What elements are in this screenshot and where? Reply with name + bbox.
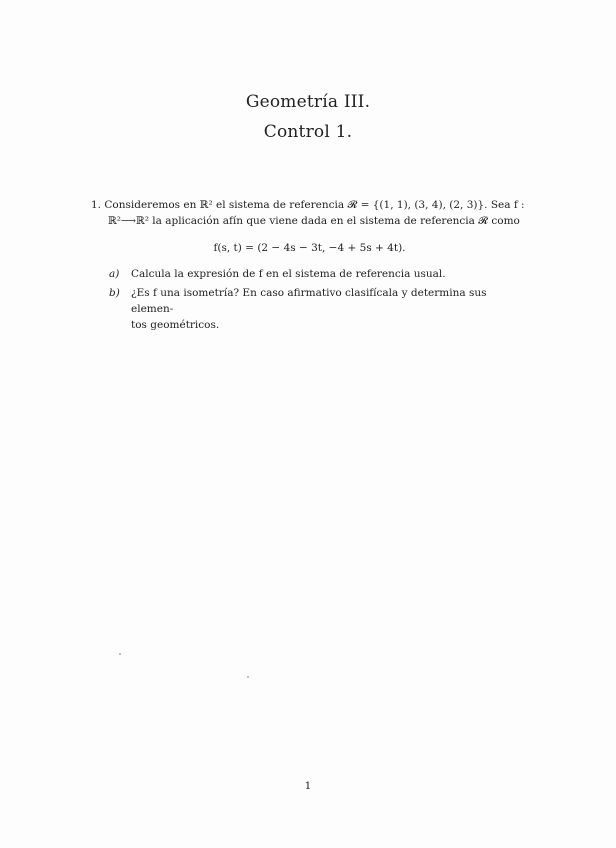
problem-text-line-1: Consideremos en ℝ² el sistema de referencia 𝓡 = {(1, 1), (3, 4), (2, 3)}. Sea f : — [104, 199, 525, 211]
part-a-label: a) — [109, 268, 120, 280]
problem-statement-line-1 — [91, 197, 528, 213]
part-b-body — [131, 285, 528, 333]
page-title: Geometría III. — [245, 92, 371, 112]
scan-speck — [119, 653, 121, 655]
part-b-text-line-2: tos geométricos. — [131, 319, 220, 331]
part-b-label: b) — [109, 287, 120, 299]
scan-speck — [247, 676, 249, 678]
page-subtitle: Control 1. — [263, 122, 353, 142]
part-a-text: Calcula la expresión de f en el sistema de referencia usual. — [131, 268, 446, 280]
part-b-text-line-1: ¿Es f una isometría? En caso afirmativo clasifícala y determina sus elemen- — [131, 287, 487, 315]
problem-statement-line-2: ℝ²⟶ℝ² la aplicación afín que viene dada en el sistema de referencia 𝓡 como — [108, 215, 520, 227]
formula: f(s, t) = (2 − 4s − 3t, −4 + 5s + 4t). — [213, 242, 406, 254]
problem-parts — [91, 266, 528, 333]
problem-number: 1. — [91, 199, 102, 211]
problem-1 — [91, 197, 528, 336]
part-a-body — [131, 266, 528, 282]
part-b — [109, 285, 528, 333]
part-a — [109, 266, 528, 282]
page-number: 1 — [304, 780, 312, 792]
